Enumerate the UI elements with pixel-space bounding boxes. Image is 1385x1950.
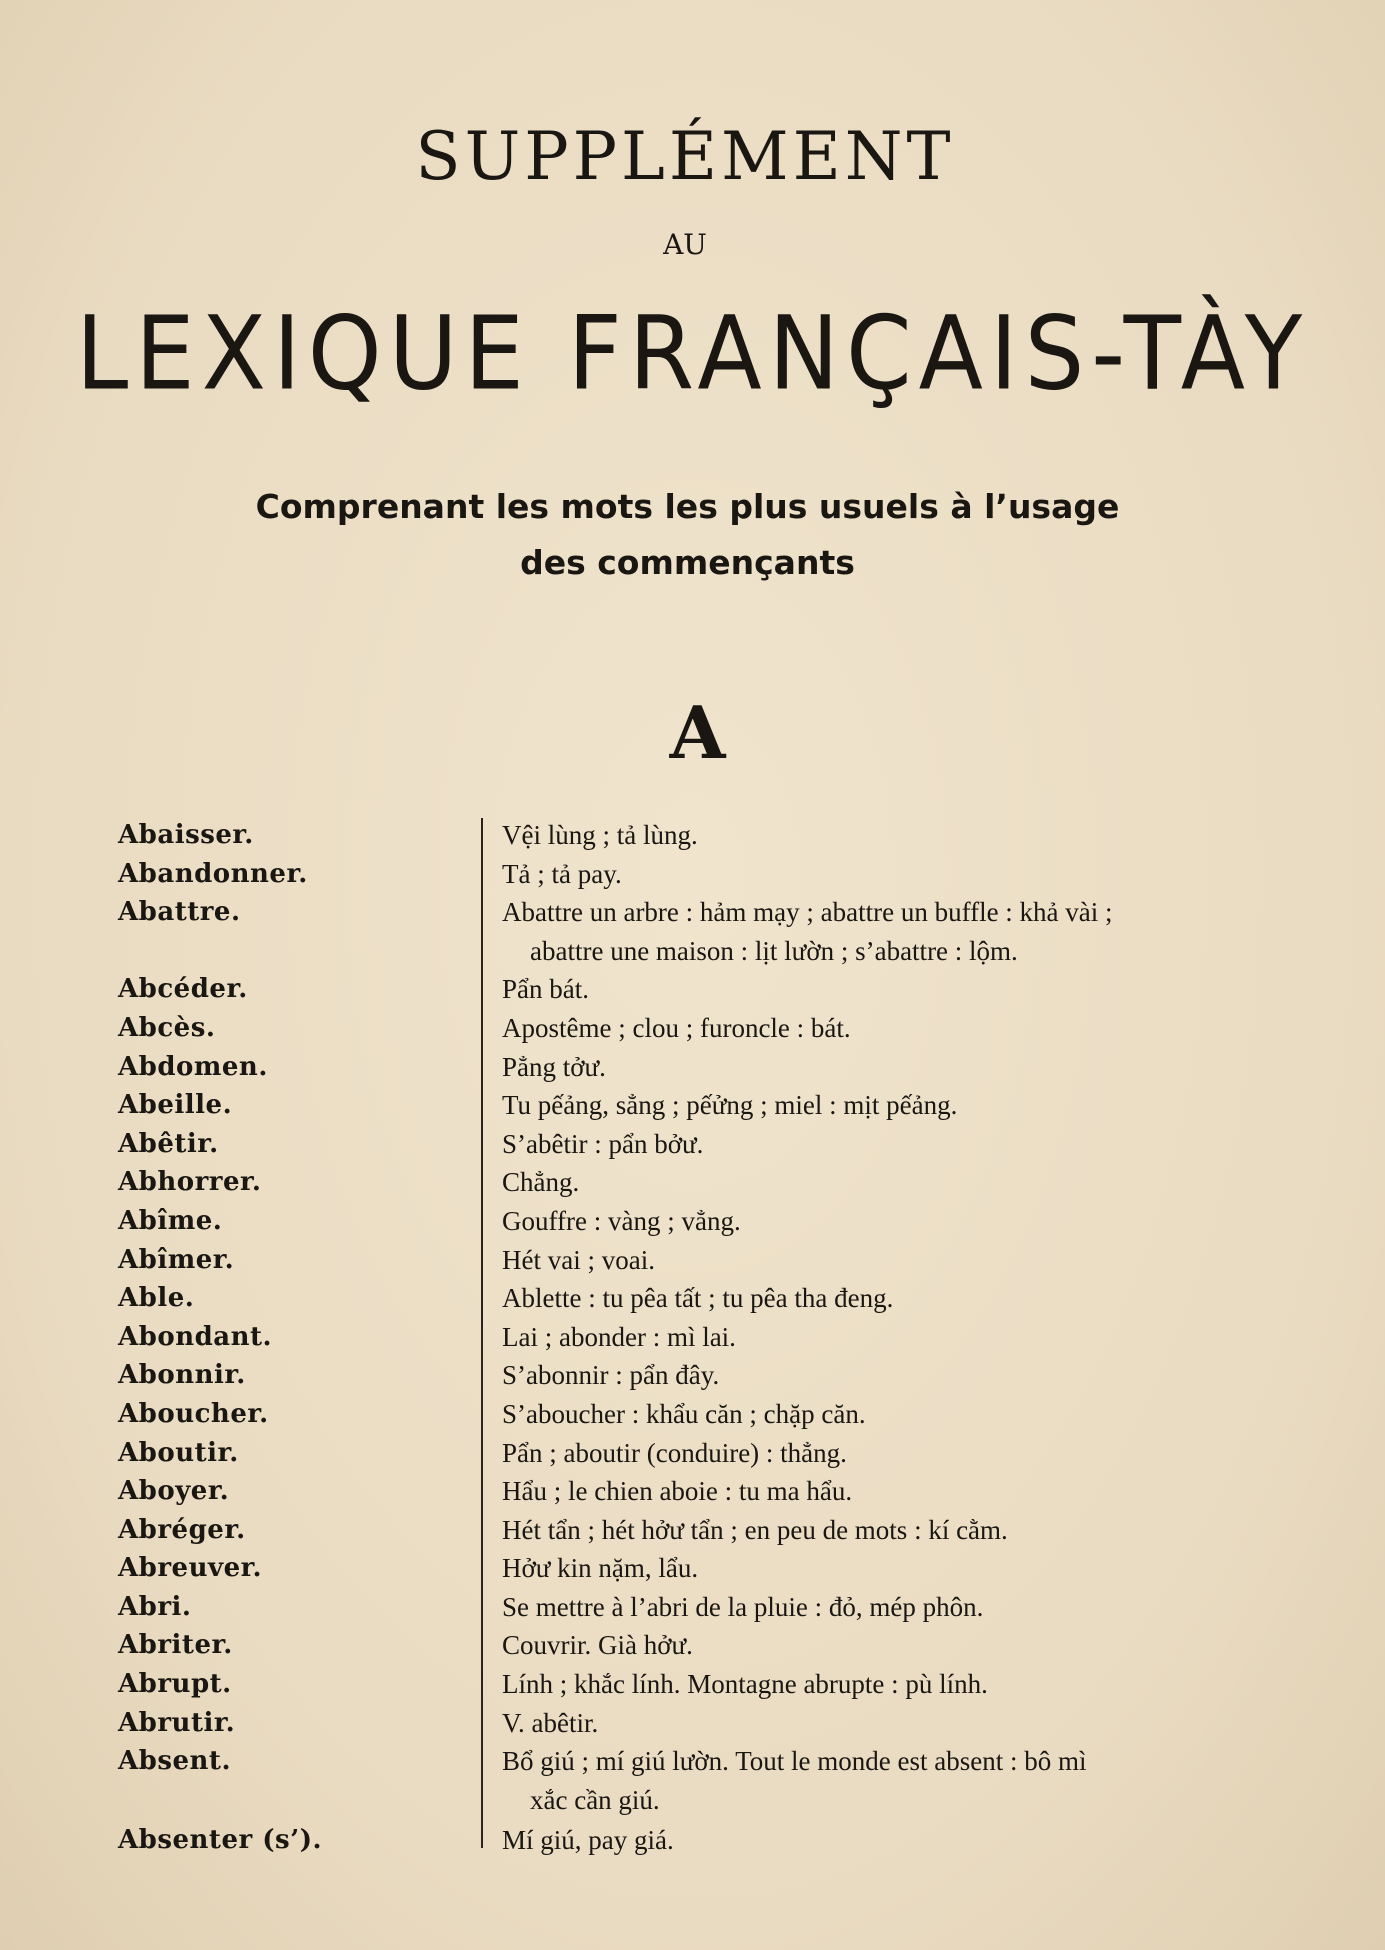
entry-headword: Abreuver. <box>118 1553 263 1584</box>
subtitle-line-2: des commençants <box>520 543 855 582</box>
entry-row <box>0 893 1385 970</box>
entry-definition: Hẩu ; le chien aboie : tu ma hẩu. <box>502 1476 853 1507</box>
entry-definition: Mí giú, pay giá. <box>502 1825 674 1856</box>
entry-definition-block <box>502 1742 1302 1819</box>
entry-headword: Abri. <box>118 1591 192 1622</box>
entry-row <box>0 1549 1385 1588</box>
entry-headword: Absent. <box>118 1746 231 1777</box>
entry-row <box>0 1048 1385 1087</box>
entry-headword: Abréger. <box>118 1514 246 1545</box>
entry-definition: Apostême ; clou ; furoncle : bát. <box>502 1012 851 1043</box>
entry-row <box>0 1434 1385 1473</box>
entry-definition: Chẳng. <box>502 1167 580 1198</box>
entry-headword: Abaisser. <box>118 820 254 850</box>
entry-headword: Abondant. <box>118 1321 273 1352</box>
entry-row <box>0 1318 1385 1357</box>
entry-headword: Aboyer. <box>118 1476 230 1507</box>
entry-definition: Tả ; tả pay. <box>502 858 622 889</box>
entry-definition: Lai ; abonder : mì lai. <box>502 1321 736 1352</box>
entry-definition: Abattre un arbre : hảm mạy ; abattre un buffle : khả vài ; <box>502 897 1113 928</box>
entry-headword: Abîmer. <box>118 1244 235 1275</box>
entry-headword: Absenter (s’). <box>118 1825 323 1856</box>
entry-continuation: xắc cần giú. <box>530 1784 660 1815</box>
entry-headword: Abeille. <box>118 1090 233 1121</box>
entry-continuation: abattre une maison : lịt lườn ; s’abattre : lộm. <box>530 935 1018 966</box>
supplement-heading: SUPPLÉMENT <box>415 118 955 195</box>
entry-definition: Ablette : tu pêa tất ; tu pêa tha đeng. <box>502 1283 894 1314</box>
entry-row <box>0 1742 1385 1819</box>
entry-headword: Abattre. <box>118 897 241 928</box>
entry-headword: Abcès. <box>118 1012 216 1043</box>
entry-headword: Abriter. <box>118 1630 233 1661</box>
entry-headword: Abandonner. <box>118 858 308 889</box>
entry-definition: Couvrir. Già hởư. <box>502 1630 693 1661</box>
entry-definition: Se mettre à l’abri de la pluie : đỏ, mép phôn. <box>502 1591 984 1622</box>
entry-headword: Aboucher. <box>118 1398 269 1429</box>
entry-row <box>0 1821 1385 1860</box>
entry-headword: Abêtir. <box>118 1128 219 1159</box>
entry-definition: Hét vai ; voai. <box>502 1244 655 1275</box>
entry-row <box>0 1356 1385 1395</box>
entry-definition: Vệi lùng ; tả lùng. <box>502 820 698 850</box>
entry-row <box>0 1009 1385 1048</box>
entry-headword: Abrupt. <box>118 1669 232 1700</box>
entry-headword: Abonnir. <box>118 1360 246 1391</box>
entry-list <box>0 816 1385 1860</box>
entry-definition: Hởư kin nặm, lẩu. <box>502 1553 699 1584</box>
entry-definition: S’abêtir : pẩn bởư. <box>502 1128 704 1159</box>
entry-definition: Tu pếảng, sẳng ; pếửng ; miel : mịt pếảng. <box>502 1090 958 1121</box>
entry-row <box>0 1086 1385 1125</box>
entry-row <box>0 1279 1385 1318</box>
lexique-title: LEXIQUE FRANÇAIS-TÀY <box>75 295 1310 414</box>
entry-definition: S’aboucher : khẩu căn ; chặp căn. <box>502 1398 866 1429</box>
entry-headword: Able. <box>118 1283 195 1314</box>
entry-row <box>0 1125 1385 1164</box>
entry-headword: Abcéder. <box>118 974 248 1005</box>
entry-row <box>0 1202 1385 1241</box>
subtitle-line-1: Comprenant les mots les plus usuels à l’usage <box>255 487 1120 526</box>
entry-row <box>0 1626 1385 1665</box>
entry-row <box>0 1511 1385 1550</box>
entry-row <box>0 1472 1385 1511</box>
entry-definition: S’abonnir : pẩn đây. <box>502 1360 720 1391</box>
entry-definition: V. abêtir. <box>502 1707 599 1738</box>
entry-definition-block <box>502 893 1302 970</box>
entry-headword: Abrutir. <box>118 1707 236 1738</box>
entry-definition: Pẩn ; aboutir (conduire) : thẳng. <box>502 1437 847 1468</box>
entry-row <box>0 816 1385 855</box>
entry-definition: Hét tẩn ; hét hởư tẩn ; en peu de mots : kí cằm. <box>502 1514 1008 1545</box>
entry-definition: Pẩn bát. <box>502 974 589 1005</box>
entry-headword: Aboutir. <box>118 1437 239 1468</box>
entry-headword: Abdomen. <box>118 1051 268 1082</box>
entry-row <box>0 855 1385 894</box>
entry-row <box>0 1395 1385 1434</box>
entry-definition: Gouffre : vàng ; vẳng. <box>502 1205 741 1236</box>
au-heading: AU <box>663 228 707 261</box>
entry-definition: Bổ giú ; mí giú lườn. Tout le monde est absent : bô mì <box>502 1746 1087 1777</box>
entry-row <box>0 1704 1385 1743</box>
entry-row <box>0 1241 1385 1280</box>
entry-definition: Pẳng tởư. <box>502 1051 606 1082</box>
entry-headword: Abîme. <box>118 1205 223 1236</box>
entry-headword: Abhorrer. <box>118 1167 262 1198</box>
section-letter: A <box>669 690 726 775</box>
entry-row <box>0 1588 1385 1627</box>
entry-row <box>0 1163 1385 1202</box>
entry-row <box>0 970 1385 1009</box>
entry-row <box>0 1665 1385 1704</box>
entry-definition: Lính ; khắc lính. Montagne abrupte : pù lính. <box>502 1669 988 1700</box>
